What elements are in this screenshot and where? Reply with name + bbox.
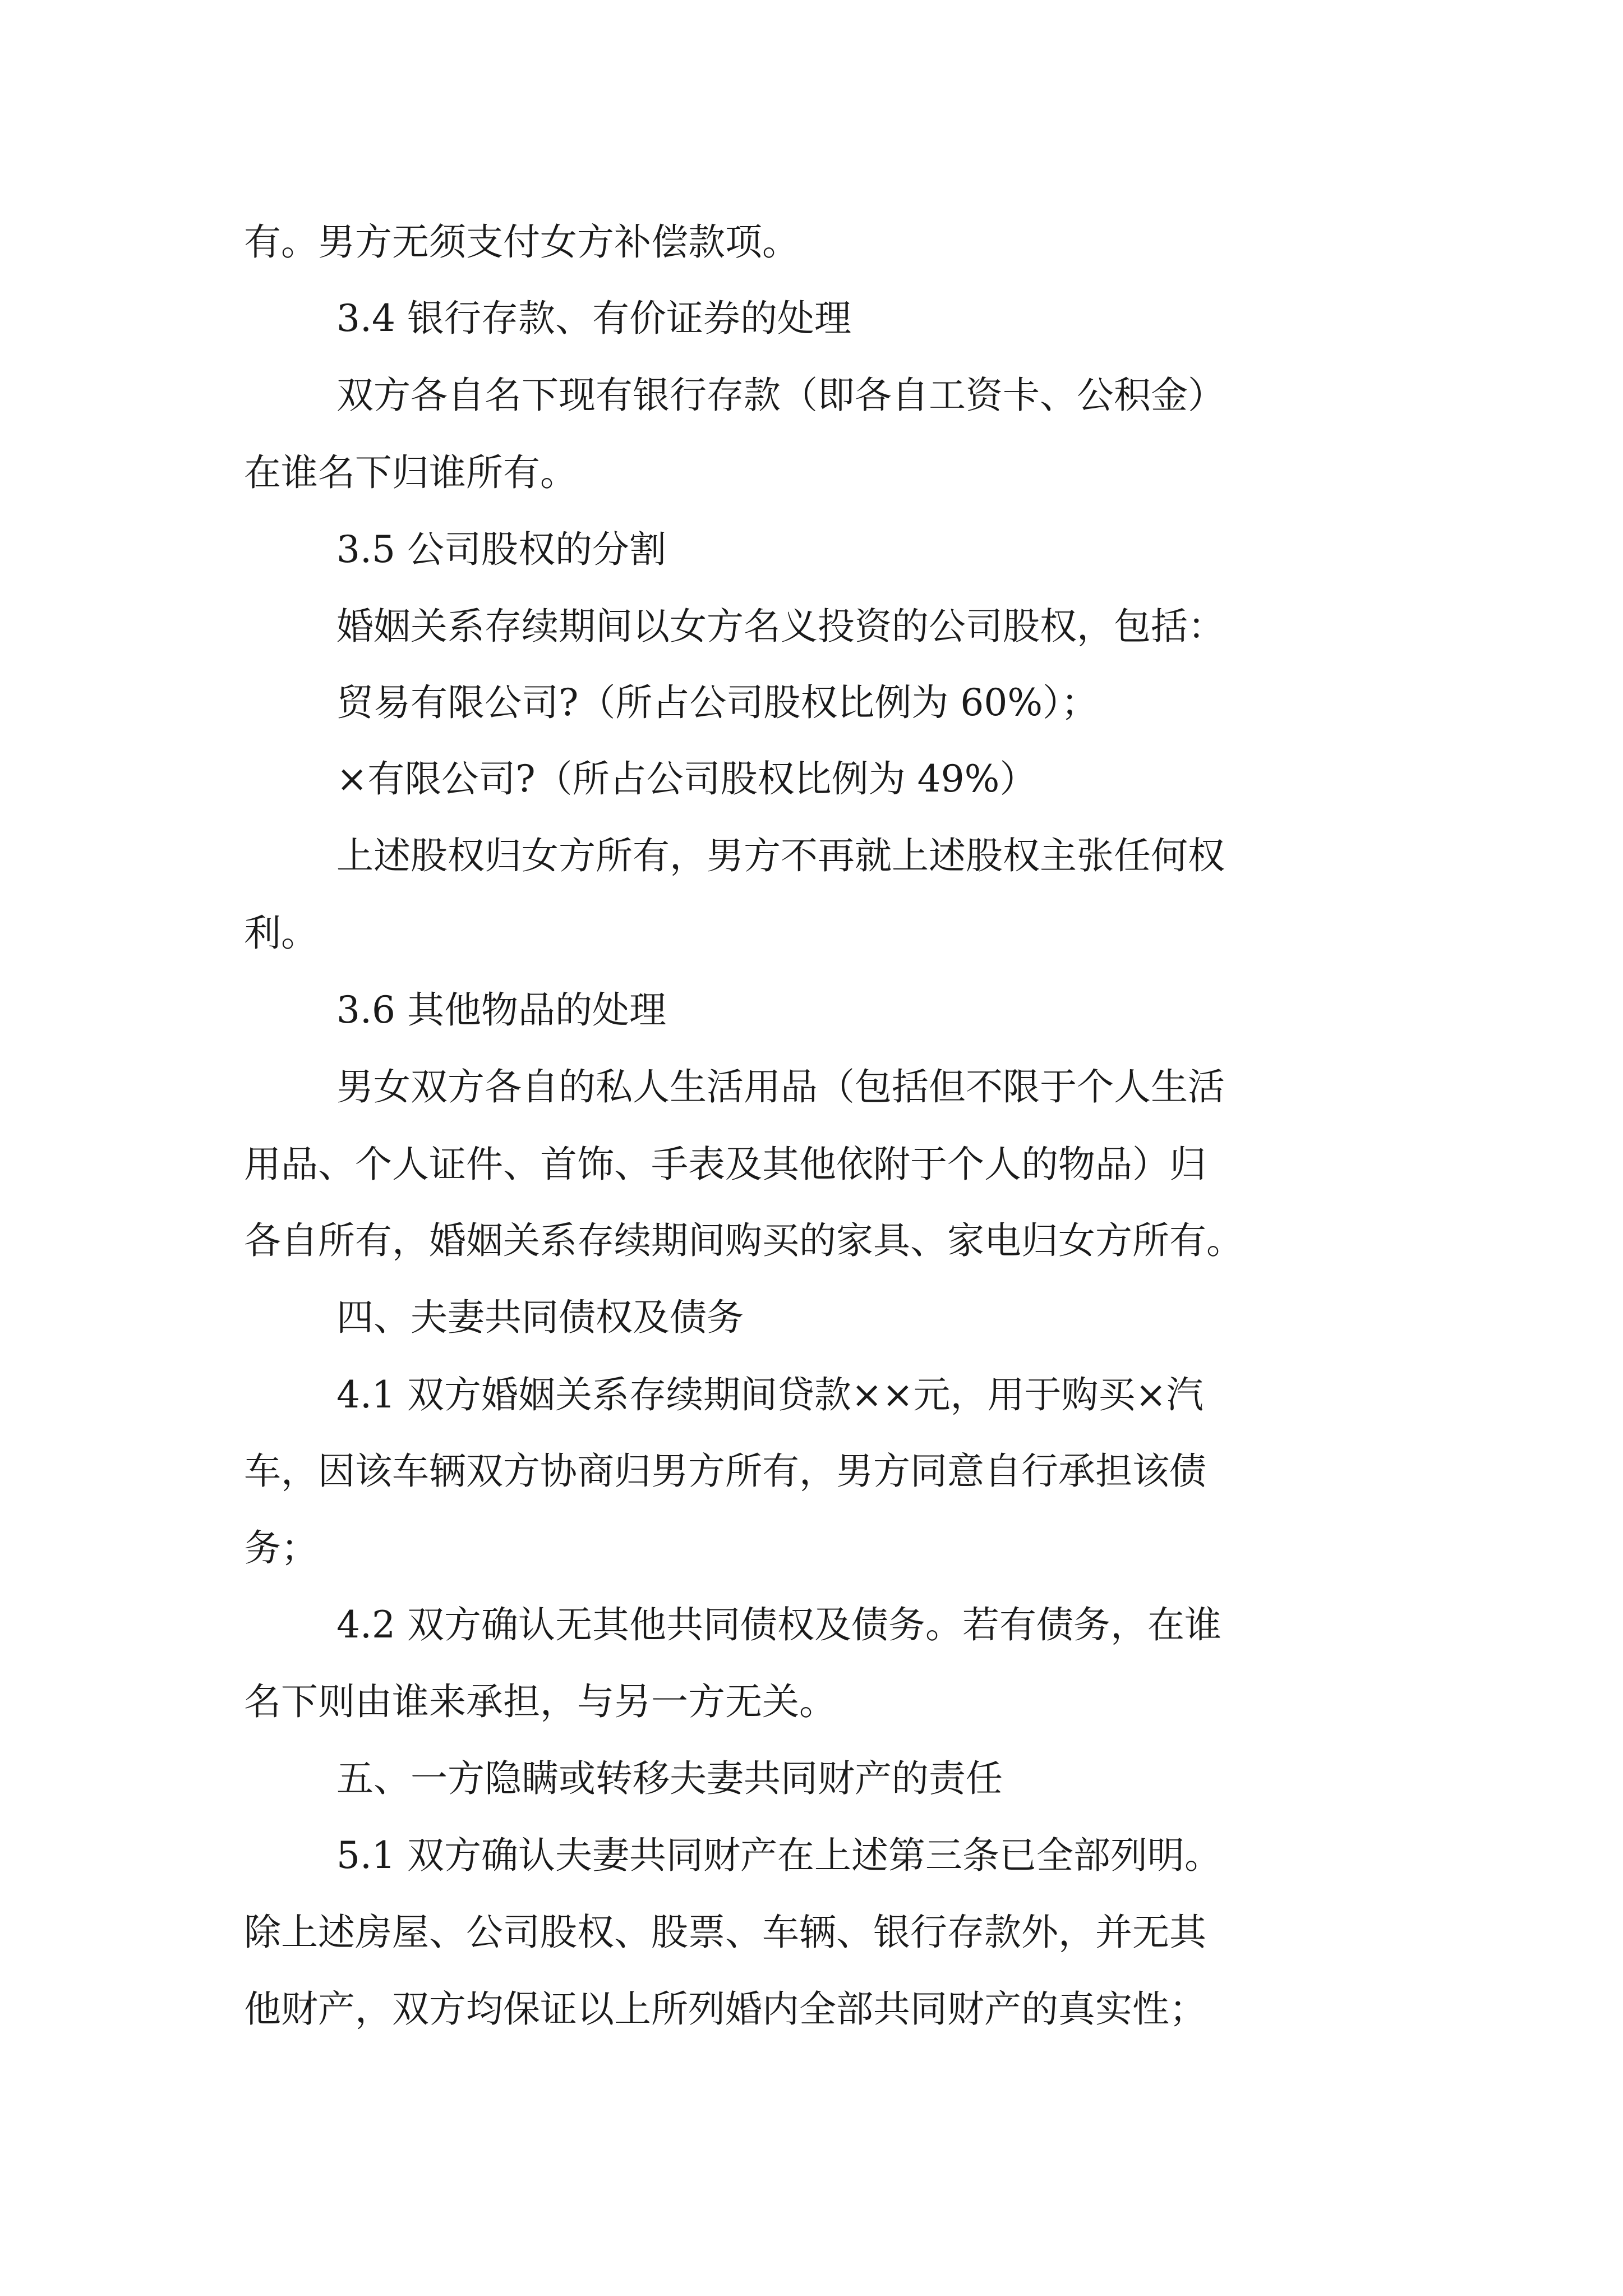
text-line: 5.1 双方确认夫妻共同财产在上述第三条已全部列明。 (336, 1834, 1221, 1877)
text-line: ×有限公司?（所占公司股权比例为 49%） (336, 757, 1037, 800)
text-line: 各自所有，婚姻关系存续期间购买的家具、家电归女方所有。 (244, 1219, 1243, 1262)
section-heading: 四、夫妻共同债权及债务 (336, 1296, 744, 1339)
text-line: 婚姻关系存续期间以女方名义投资的公司股权，包括： (336, 605, 1225, 648)
text-line: 务； (244, 1526, 318, 1570)
text-line: 他财产，双方均保证以上所列婚内全部共同财产的真实性； (244, 1987, 1206, 2031)
text-line: 贸易有限公司?（所占公司股权比例为 60%）； (336, 681, 1099, 724)
text-line: 上述股权归女方所有，男方不再就上述股权主张任何权 (336, 834, 1225, 877)
section-heading: 3.6 其他物品的处理 (336, 988, 666, 1032)
section-heading: 3.5 公司股权的分割 (336, 528, 666, 571)
section-heading: 3.4 银行存款、有价证券的处理 (336, 297, 851, 340)
text-line: 在谁名下归谁所有。 (244, 451, 577, 494)
text-line: 除上述房屋、公司股权、股票、车辆、银行存款外，并无其 (244, 1911, 1206, 1954)
text-line: 用品、个人证件、首饰、手表及其他依附于个人的物品）归 (244, 1143, 1206, 1186)
text-line: 利。 (244, 912, 318, 955)
text-line: 4.2 双方确认无其他共同债权及债务。若有债务，在谁 (336, 1603, 1221, 1646)
text-line: 4.1 双方婚姻关系存续期间贷款××元，用于购买×汽 (336, 1373, 1204, 1416)
text-line: 男女双方各自的私人生活用品（包括但不限于个人生活 (336, 1065, 1225, 1108)
section-heading: 五、一方隐瞒或转移夫妻共同财产的责任 (336, 1757, 1003, 1800)
text-line: 名下则由谁来承担，与另一方无关。 (244, 1680, 836, 1723)
text-line: 车，因该车辆双方协商归男方所有，男方同意自行承担该债 (244, 1450, 1206, 1493)
text-line: 有。男方无须支付女方补偿款项。 (244, 220, 799, 264)
text-line: 双方各自名下现有银行存款（即各自工资卡、公积金） (336, 374, 1225, 417)
